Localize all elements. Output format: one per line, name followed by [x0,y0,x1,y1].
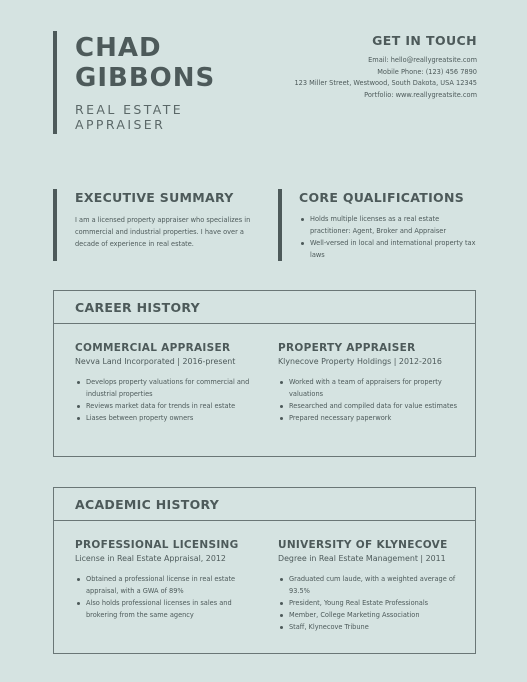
list-item: Liases between property owners [75,412,250,424]
education-details-list [75,573,250,621]
contact-section [294,33,477,101]
education-subtitle: Degree in Real Estate Management | 2011 [278,554,446,563]
core-qualifications-title: CORE QUALIFICATIONS [299,190,465,205]
list-item: President, Young Real Estate Professionals [278,597,458,609]
list-item: Graduated cum laude, with a weighted average of 93.5% [278,573,458,597]
qualifications-accent-bar [278,189,282,261]
job-duties-list [278,376,458,424]
contact-phone: Mobile Phone: (123) 456 7890 [377,67,477,76]
list-item: Obtained a professional license in real estate appraisal, with a GWA of 89% [75,573,250,597]
academic-history-title: ACADEMIC HISTORY [75,497,220,512]
list-item: Well-versed in local and international property tax laws [299,237,477,261]
career-job-1 [75,342,250,424]
contact-portfolio: Portfolio: www.reallygreatsite.com [364,90,477,99]
list-item: Holds multiple licenses as a real estate practitioner: Agent, Broker and Appraiser [299,213,477,237]
executive-summary-title: EXECUTIVE SUMMARY [75,190,234,205]
list-item: Staff, Klynecove Tribune [278,621,458,633]
education-subtitle: License in Real Estate Appraisal, 2012 [75,554,226,563]
first-name: CHAD [75,33,162,63]
list-item: Researched and compiled data for value estimates [278,400,458,412]
summary-accent-bar [53,189,57,261]
job-company: Klynecove Property Holdings | 2012-2016 [278,357,442,366]
education-title: PROFESSIONAL LICENSING [75,539,239,551]
list-item: Reviews market data for trends in real estate [75,400,250,412]
full-name [75,33,215,93]
academic-entry-2 [278,539,458,633]
education-title: UNIVERSITY OF KLYNECOVE [278,539,448,551]
contact-email: Email: hello@reallygreatsite.com [368,56,477,64]
academic-entry-1 [75,539,250,621]
job-duties-list [75,376,250,424]
executive-summary-text: I am a licensed property appraiser who specializes in commercial and industrial properties. I have over a decade of experience in real estate. [75,216,251,248]
job-title: PROPERTY APPRAISER [278,342,416,354]
career-job-2 [278,342,458,424]
job-title: COMMERCIAL APPRAISER [75,342,231,354]
list-item: Member, College Marketing Association [278,609,458,621]
contact-title: GET IN TOUCH [372,33,477,48]
contact-address: 123 Miller Street, Westwood, South Dakota, USA 12345 [294,79,477,88]
role-line-1: REAL ESTATE [75,102,184,117]
name-accent-bar [53,31,57,134]
last-name: GIBBONS [75,63,216,93]
list-item: Develops property valuations for commercial and industrial properties [75,376,250,400]
job-company: Nevva Land Incorporated | 2016-present [75,357,236,366]
list-item: Prepared necessary paperwork [278,412,458,424]
list-item: Worked with a team of appraisers for property valuations [278,376,458,400]
career-history-title: CAREER HISTORY [75,300,200,315]
education-details-list [278,573,458,633]
core-qualifications-list [299,213,477,261]
job-role [75,102,183,132]
list-item: Also holds professional licenses in sales and brokering from the same agency [75,597,250,621]
role-line-2: APPRAISER [75,117,166,132]
